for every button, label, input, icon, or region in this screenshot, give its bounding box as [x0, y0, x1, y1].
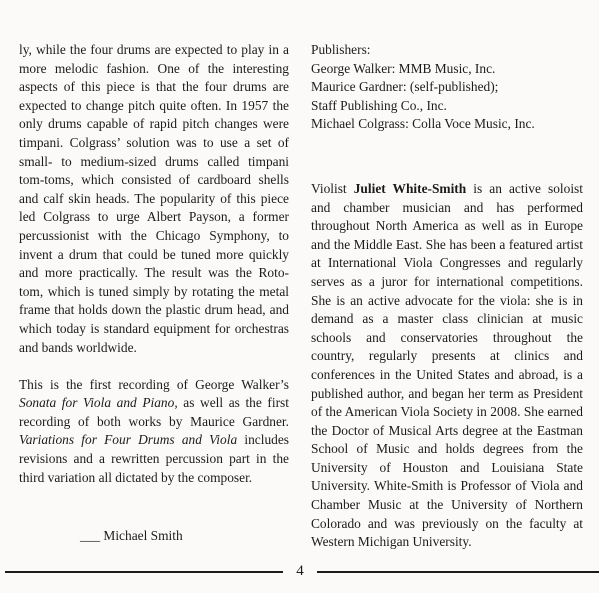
- biography-paragraph: [311, 180, 583, 552]
- essay-paragraph-1: ly, while the four drums are expected to play in a more melodic fashion. One of the interesting aspects of this piece is that the four drums are expected to change pitch quite often. In 1957 the only drums capable of rapid pitch changes were timpani. Colgrass’ solution was to use a set of small- to medium-sized drums called timpani tom-toms, which consisted of cardboard shells and calf skin heads. The popularity of this piece led Colgrass to urge Albert Payson, a former percussionist with the Chicago Symphony, to invent a drum that could be tuned more quickly and more practically. The result was the Roto-tom, which is tuned simply by rotating the metal frame that holds down the plastic drum head, and which today is standard equipment for orchestras and bands worldwide.: [19, 42, 289, 355]
- paragraph-text: is an active soloist and chamber musician and has performed throughout North America as well as in Europe and the Middle East. She has been a featured artist at International Viola Congresses and regularly serves as a juror for international competitions. She is an active advocate for the viola: she is in demand as a master class clinician at music schools and conservatories throughout the country, regularly presents at clinics and conferences in the United States and abroad, is a published author, and began her term as President of the American Viola Society in 2008. She earned the Doctor of Musical Arts degree at the Eastman School of Music and holds degrees from the University of Houston and Louisiana State University. White-Smith is Professor of Viola and Chamber Music at the University of Northern Colorado and was previously on the faculty at Western Michigan University.: [311, 180, 583, 550]
- publishers-heading: Publishers:: [311, 42, 371, 57]
- artist-name: Juliet White-Smith: [353, 180, 467, 196]
- publisher-item: Maurice Gardner: (self-published);: [311, 79, 499, 95]
- publishers-list: [311, 60, 583, 134]
- publisher-item: George Walker: MMB Music, Inc.: [311, 60, 496, 76]
- paragraph-text: includes revisions and a rewritten percussion part in the third variation all dictated by the composer.: [19, 432, 289, 485]
- essay-paragraph-2: [19, 376, 289, 488]
- page-number: 4: [296, 563, 304, 579]
- paragraph-text: Violist: [311, 180, 354, 196]
- author-signature: ___ Michael Smith: [80, 528, 183, 544]
- footer-rule-right: [317, 571, 599, 573]
- publisher-item: Michael Colgrass: Colla Voce Music, Inc.: [311, 116, 535, 132]
- work-title: Sonata for Viola and Piano: [19, 395, 175, 411]
- left-column: [19, 41, 289, 546]
- footer-rule-left: [5, 571, 283, 573]
- paragraph-text: , as well as the first recording of both works by Maurice Gardner.: [19, 395, 289, 429]
- paragraph-text: This is the first recording of George Walker’s: [19, 376, 289, 392]
- right-column: [311, 41, 583, 552]
- publisher-item: Staff Publishing Co., Inc.: [311, 97, 447, 113]
- work-title: Variations for Four Drums and Viola: [19, 432, 238, 448]
